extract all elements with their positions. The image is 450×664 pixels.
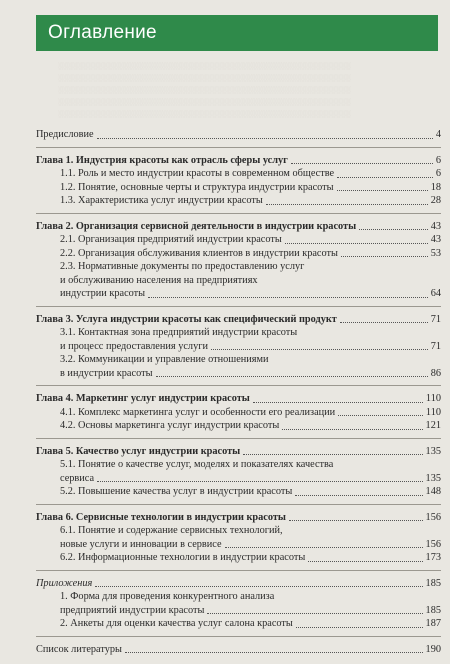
toc-entry-title: 4.2. Основы маркетинга услуг индустрии красоты <box>60 420 280 431</box>
toc-chapter[interactable] <box>36 313 441 327</box>
toc-appendix-heading[interactable] <box>36 577 441 591</box>
toc-entry-title: 3.1. Контактная зона предприятий индустрии красоты <box>60 327 298 338</box>
toc-page-number: 71 <box>430 340 441 352</box>
toc-page-number: 71 <box>430 313 441 325</box>
dot-leader <box>308 561 422 562</box>
toc-entry-title: и обслуживанию населения на предприятиях <box>60 274 258 286</box>
toc-entry-title: Глава 2. Организация сервисной деятельности в индустрии красоты <box>36 220 357 232</box>
toc-chapter[interactable] <box>36 445 441 459</box>
toc-section[interactable] <box>36 260 441 301</box>
toc-chapters <box>36 154 441 571</box>
dot-leader <box>148 297 428 298</box>
toc-entry-line <box>60 260 441 274</box>
toc-appendix-item[interactable] <box>36 590 441 617</box>
toc-preface[interactable] <box>36 128 441 142</box>
toc-entry-title: 4.1. Комплекс маркетинга услуг и особенности его реализации <box>60 406 336 418</box>
toc-section[interactable] <box>36 485 441 499</box>
dot-leader <box>156 376 428 377</box>
toc-page-number: 148 <box>425 486 441 497</box>
divider <box>36 213 441 214</box>
dot-leader <box>296 627 423 628</box>
toc-page-number: 110 <box>425 406 441 418</box>
toc-entry-line <box>60 367 441 381</box>
toc-page-number: 156 <box>425 511 441 523</box>
toc-chapter[interactable] <box>36 220 441 234</box>
toc-entry-line <box>60 538 441 552</box>
toc-section[interactable] <box>36 551 441 565</box>
dot-leader <box>95 586 422 587</box>
table-of-contents <box>36 128 441 656</box>
dot-leader <box>338 415 423 416</box>
toc-references[interactable] <box>36 643 441 657</box>
dot-leader <box>337 177 433 178</box>
divider <box>36 385 441 386</box>
toc-entry-title: индустрии красоты <box>60 288 146 299</box>
dot-leader <box>282 429 422 430</box>
toc-entry-line <box>60 458 441 472</box>
divider <box>36 570 441 571</box>
divider <box>36 636 441 637</box>
toc-page-number: 53 <box>430 247 441 259</box>
toc-entry-line <box>60 274 441 288</box>
toc-entry-title: 1.1. Роль и место индустрии красоты в современном обществе <box>60 168 335 179</box>
divider <box>36 438 441 439</box>
toc-entry-title: Предисловие <box>36 129 94 140</box>
toc-section[interactable] <box>36 419 441 433</box>
toc-section[interactable] <box>36 194 441 208</box>
dot-leader <box>211 349 428 350</box>
toc-chapter[interactable] <box>36 511 441 525</box>
toc-entry-title: Глава 6. Сервисные технологии в индустрии красоты <box>36 511 286 523</box>
toc-section[interactable] <box>36 233 441 247</box>
toc-entry-title: Глава 3. Услуга индустрии красоты как специфический продукт <box>36 313 337 325</box>
dot-leader <box>253 402 423 403</box>
toc-entry-title: и процесс предоставления услуги <box>60 340 208 352</box>
toc-section[interactable] <box>36 406 441 420</box>
toc-entry-title: 5.1. Понятие о качестве услуг, моделях и показателях качества <box>60 459 334 470</box>
toc-entry-title: сервиса <box>60 472 95 484</box>
dot-leader <box>359 229 428 230</box>
toc-chapter[interactable] <box>36 392 441 406</box>
toc-entry-title: Приложения <box>36 577 93 589</box>
toc-entry-title: в индустрии красоты <box>60 367 153 379</box>
toc-entry-line <box>60 590 441 604</box>
toc-appendix <box>36 577 441 631</box>
dot-leader <box>289 520 423 521</box>
toc-entry-line <box>60 287 441 301</box>
toc-entry-title: 2.2. Организация обслуживания клиентов в индустрии красоты <box>60 247 338 259</box>
toc-page-number: 86 <box>430 367 441 379</box>
toc-entry-line <box>60 524 441 538</box>
toc-page-number: 64 <box>430 288 441 299</box>
toc-section[interactable] <box>36 524 441 551</box>
toc-entry-line <box>60 472 441 486</box>
dot-leader <box>341 256 428 257</box>
dot-leader <box>97 138 433 139</box>
toc-page-number: 110 <box>425 393 441 404</box>
toc-chapter[interactable] <box>36 154 441 168</box>
dot-leader <box>285 243 428 244</box>
toc-entry-title: Глава 1. Индустрия красоты как отрасль сферы услуг <box>36 154 288 166</box>
toc-entry-title: Глава 4. Маркетинг услуг индустрии красоты <box>36 393 250 404</box>
toc-page-number: 190 <box>425 643 441 655</box>
toc-entry-title: 3.2. Коммуникации и управление отношениями <box>60 354 269 365</box>
dot-leader <box>337 190 428 191</box>
toc-page-number: 187 <box>425 618 441 629</box>
dot-leader <box>225 547 423 548</box>
toc-section[interactable] <box>36 167 441 181</box>
toc-entry-title: 6.1. Понятие и содержание сервисных технологий, <box>60 525 283 536</box>
toc-page-number: 6 <box>435 154 441 166</box>
toc-entry-title: Список литературы <box>36 643 122 655</box>
dot-leader <box>266 204 428 205</box>
toc-entry-title: 1.3. Характеристика услуг индустрии красоты <box>60 195 263 206</box>
toc-page-number: 135 <box>425 472 441 484</box>
toc-page-number: 4 <box>435 129 441 140</box>
toc-page-number: 185 <box>425 604 441 616</box>
toc-section[interactable] <box>36 353 441 380</box>
toc-page-number: 43 <box>430 234 441 245</box>
dot-leader <box>243 454 422 455</box>
toc-appendix-item[interactable] <box>36 617 441 631</box>
toc-entry-title: 1.2. Понятие, основные черты и структура индустрии красоты <box>60 181 334 193</box>
toc-page-number: 43 <box>430 220 441 232</box>
toc-page-number: 28 <box>430 195 441 206</box>
dot-leader <box>340 322 428 323</box>
toc-entry-title: 2.3. Нормативные документы по предоставлению услуг <box>60 261 305 272</box>
toc-page-number: 185 <box>425 577 441 589</box>
toc-entry-line <box>60 604 441 618</box>
toc-entry-line <box>60 340 441 354</box>
toc-page-number: 18 <box>430 181 441 193</box>
dot-leader <box>125 652 423 653</box>
dot-leader <box>207 613 422 614</box>
toc-entry-title: 1. Форма для проведения конкурентного анализа <box>60 591 275 602</box>
divider <box>36 504 441 505</box>
toc-page-number: 135 <box>425 445 441 457</box>
toc-entry-title: предприятий индустрии красоты <box>60 604 205 616</box>
toc-entry-title: 6.2. Информационные технологии в индустрии красоты <box>60 552 306 563</box>
page-title: Оглавление <box>48 22 157 43</box>
toc-entry-title: 2.1. Организация предприятий индустрии красоты <box>60 234 282 245</box>
toc-page-number: 121 <box>425 420 441 431</box>
divider <box>36 306 441 307</box>
toc-entry-line <box>60 326 441 340</box>
toc-entry-title: новые услуги и инновации в сервисе <box>60 538 222 550</box>
dot-leader <box>295 495 422 496</box>
toc-section[interactable] <box>36 181 441 195</box>
dot-leader <box>97 481 422 482</box>
toc-entry-title: 5.2. Повышение качества услуг в индустрии красоты <box>60 486 293 497</box>
toc-page-number: 6 <box>435 168 441 179</box>
toc-entry-title: Глава 5. Качество услуг индустрии красоты <box>36 445 241 457</box>
toc-page-number: 156 <box>425 538 441 550</box>
bleed-through-text: ░░░░░░░░░░░░░░░░░░░░░░░░░░░░░░░░░░░░░░░░░░░░░░░░░░░░░░░░░░░ ░░░░░░░░░░░░░░░░░░░░░░░░░░░░░░░░░░░░░░░░░░░░░░░░░░░░░░░░░░░ ░░░░░░░░░░░░░░░░░░░░░░░░░░░░░░░░░░░░░░░░░░░░░░░░░░░░░░░░░░░ ░░░░░░░░░░░░░░░░░░░░░░░░░░░░░░░░░░░░░░░░░░░░░░░░░░░░░░░░░░░ ░░░░░░░░░░░░░░░░░░░░░░░░░░░░░░░░░░░░░░░░░░░░░░░░░░░░░░░░░░░ <box>58 62 351 118</box>
toc-section[interactable] <box>36 458 441 485</box>
toc-page-number: 173 <box>425 552 441 563</box>
toc-entry-title: 2. Анкеты для оценки качества услуг салона красоты <box>60 618 293 629</box>
toc-header <box>36 15 438 51</box>
dot-leader <box>291 163 433 164</box>
toc-section[interactable] <box>36 247 441 261</box>
toc-entry-line <box>60 353 441 367</box>
divider <box>36 147 441 148</box>
toc-section[interactable] <box>36 326 441 353</box>
